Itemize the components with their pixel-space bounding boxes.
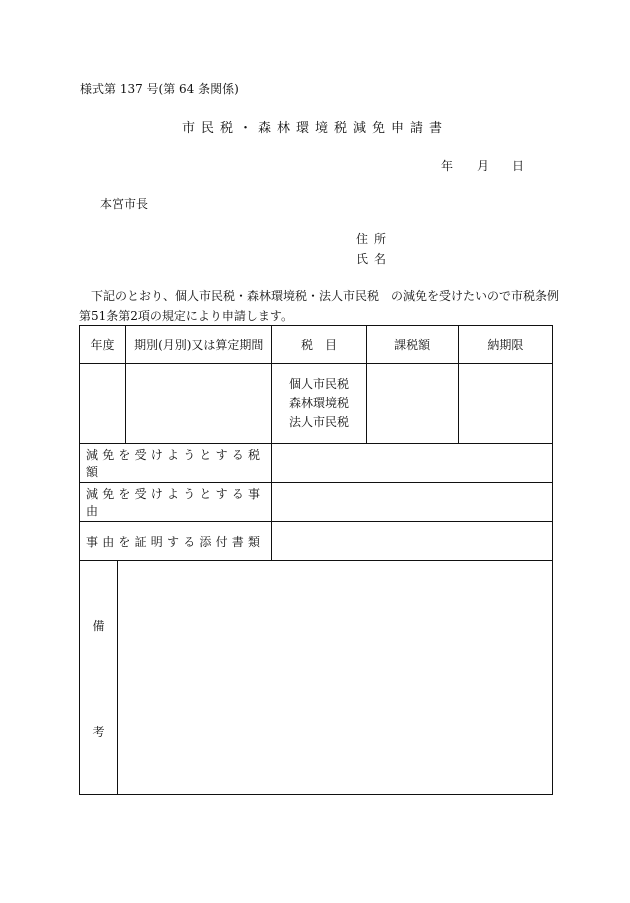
remarks-field[interactable] xyxy=(118,561,553,795)
fiscal-year-cell[interactable] xyxy=(80,364,126,444)
document-title: 市民税・森林環境税減免申請書 xyxy=(181,121,448,136)
addressee: 本宮市長 xyxy=(100,197,149,211)
header-fiscal-year: 年度 xyxy=(80,326,126,364)
tax-item-cell xyxy=(272,364,366,444)
reduction-amount-field[interactable] xyxy=(272,444,553,483)
address-label: 住所 xyxy=(356,232,393,246)
date-day-label: 日 xyxy=(512,159,525,173)
reduction-reason-label: 減免を受けようとする事由 xyxy=(80,483,272,522)
form-number: 様式第 137 号(第 64 条関係) xyxy=(80,82,239,96)
statement-line-2: 第51条第2項の規定により申請します。 xyxy=(79,309,293,323)
tax-item: 法人市民税 xyxy=(288,415,349,429)
reduction-amount-label: 減免を受けようとする税額 xyxy=(80,444,272,483)
table-row xyxy=(80,522,553,561)
date-month-label: 月 xyxy=(477,159,490,173)
header-period: 期別(月別)又は算定期間 xyxy=(126,326,272,364)
period-cell[interactable] xyxy=(126,364,272,444)
statement-line-1: 下記のとおり、個人市民税・森林環境税・法人市民税 の減免を受けたいので市税条例 xyxy=(91,289,560,303)
name-label: 氏名 xyxy=(356,252,393,266)
date-year-label: 年 xyxy=(441,159,454,173)
remarks-char-2: 考 xyxy=(92,725,105,739)
application-statement xyxy=(79,286,559,326)
table-row xyxy=(80,561,553,795)
table-row xyxy=(80,483,553,522)
attached-documents-field[interactable] xyxy=(272,522,553,561)
remarks-char-1: 備 xyxy=(92,619,105,633)
remarks-label xyxy=(80,561,118,795)
table-header-row xyxy=(80,326,553,364)
header-tax-amount: 課税額 xyxy=(366,326,458,364)
application-table xyxy=(79,325,553,795)
reduction-reason-field[interactable] xyxy=(272,483,553,522)
tax-item: 個人市民税 xyxy=(288,377,349,391)
tax-amount-cell[interactable] xyxy=(366,364,458,444)
header-tax-item: 税 目 xyxy=(272,326,366,364)
tax-item: 森林環境税 xyxy=(288,396,349,410)
header-due-date: 納期限 xyxy=(458,326,552,364)
due-date-cell[interactable] xyxy=(458,364,552,444)
table-row xyxy=(80,364,553,444)
table-row xyxy=(80,444,553,483)
attached-documents-label: 事由を証明する添付書類 xyxy=(80,522,272,561)
